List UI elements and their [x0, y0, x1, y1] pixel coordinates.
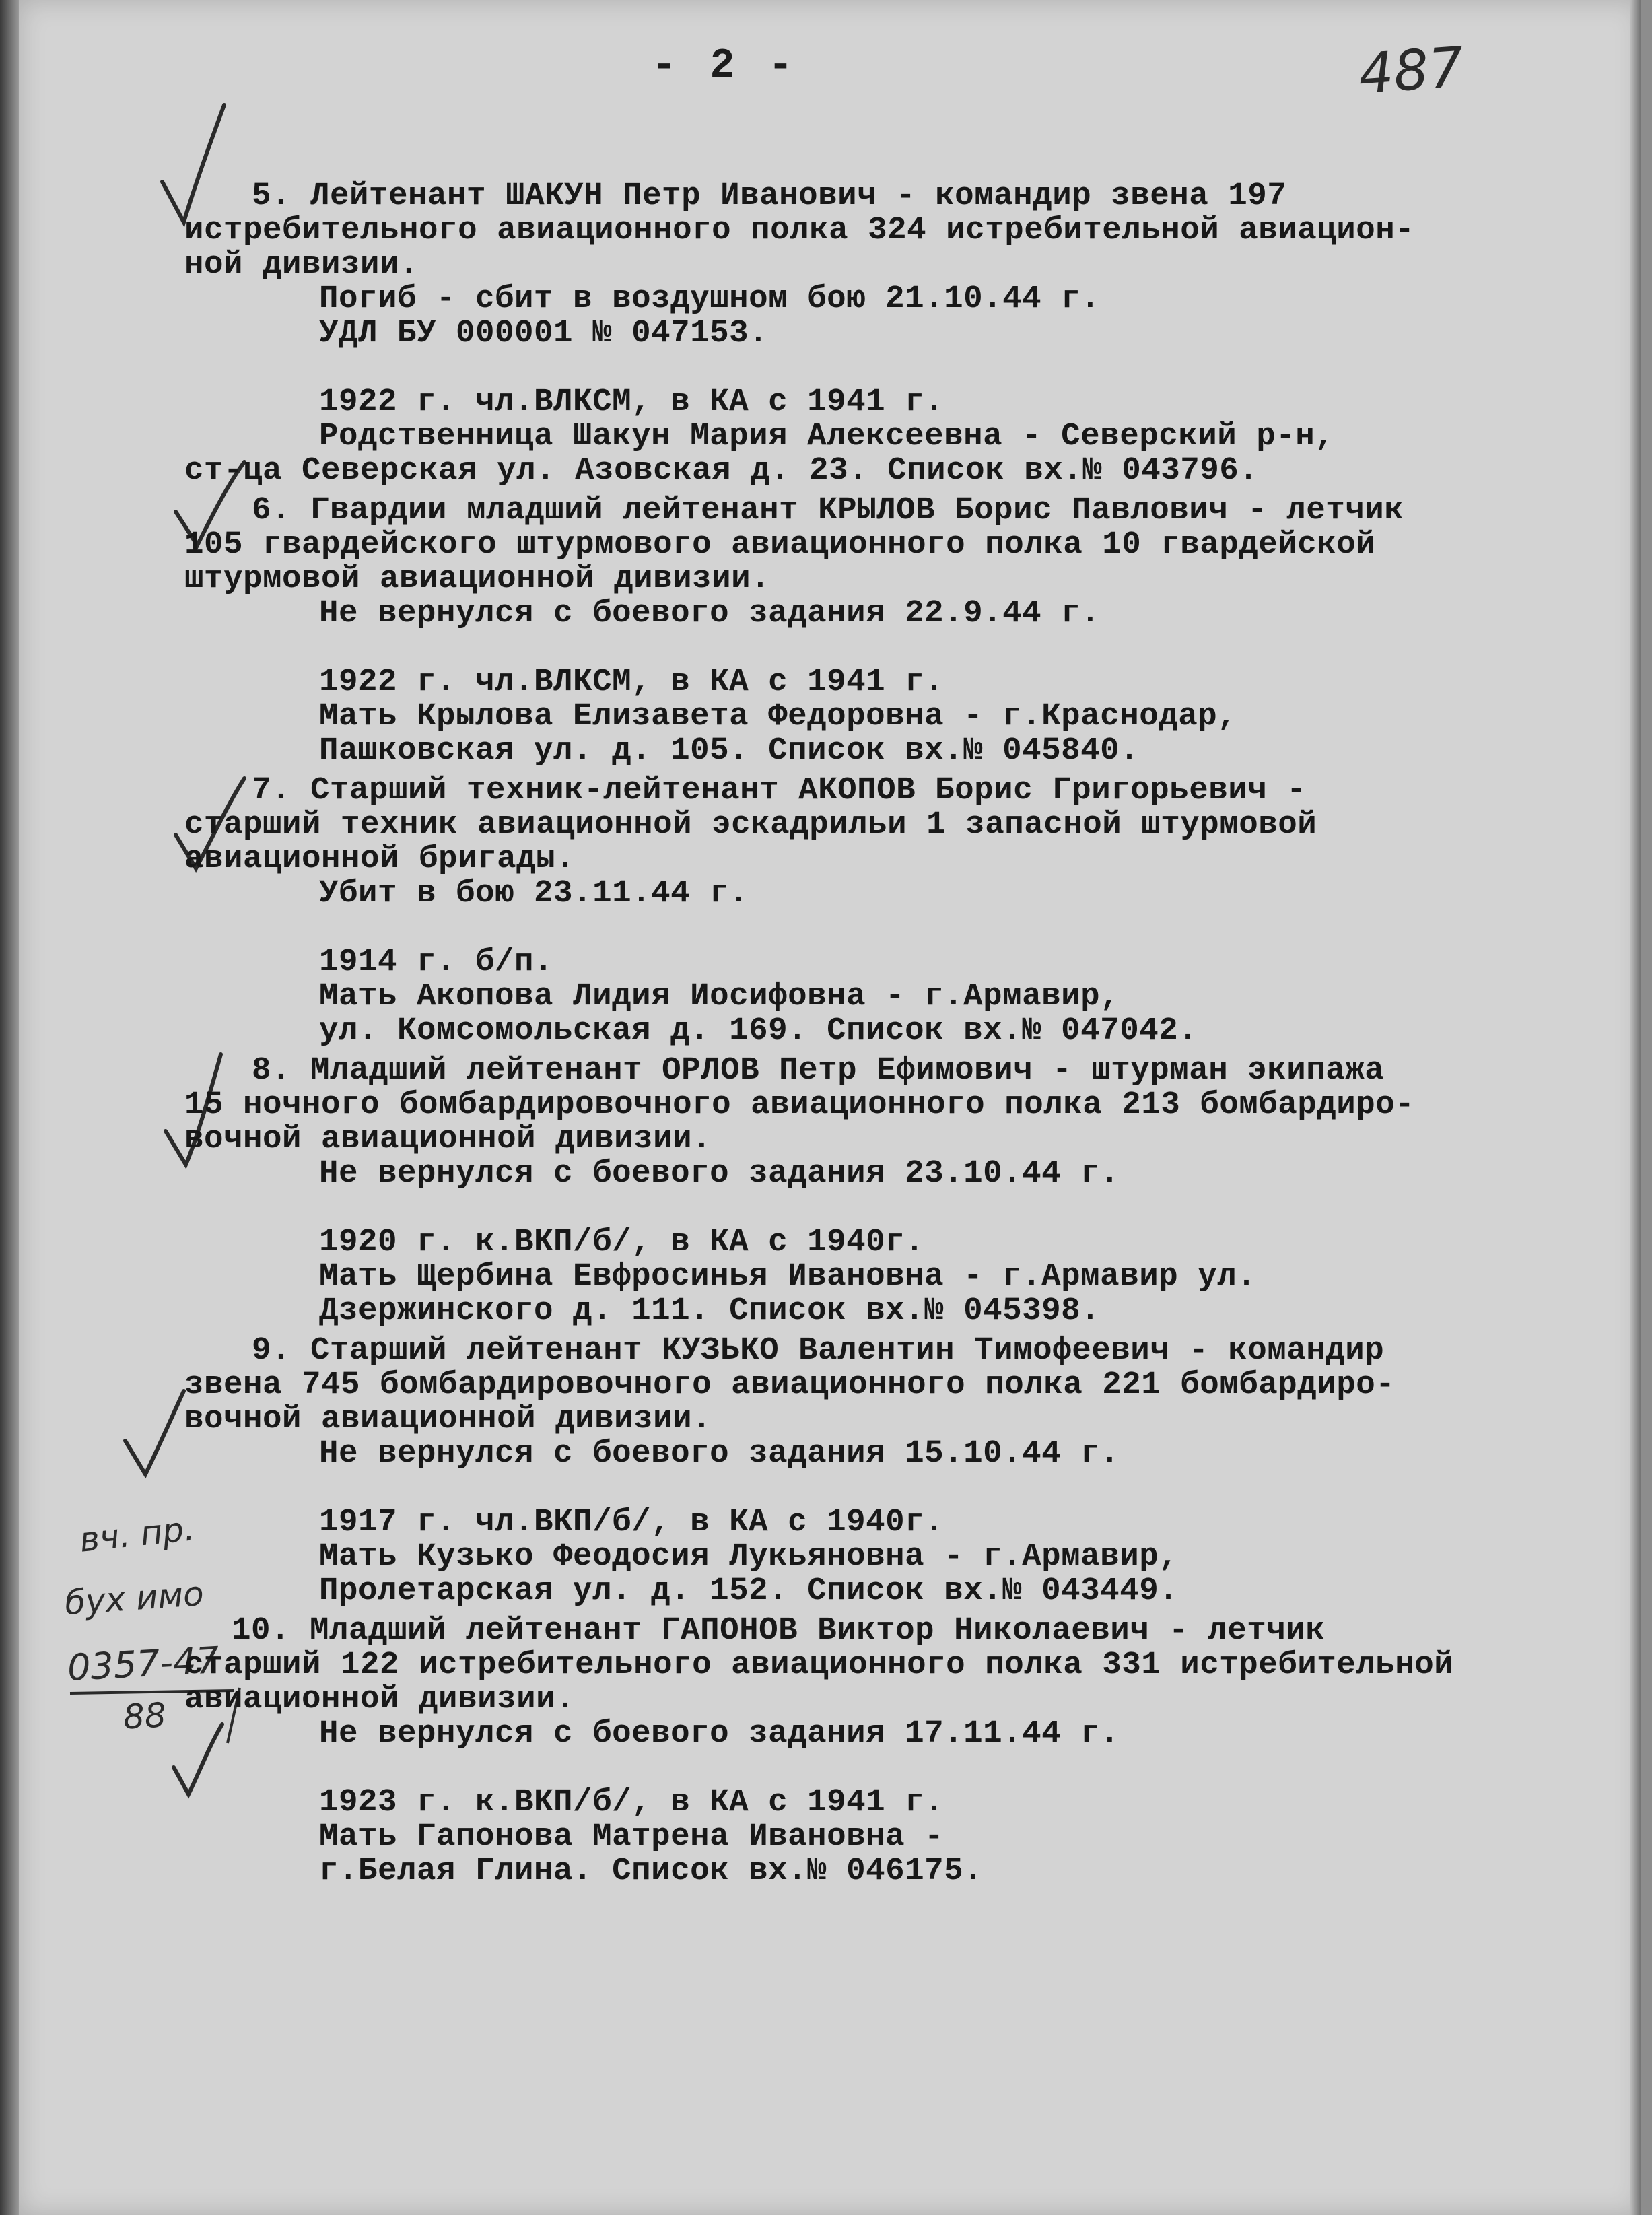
entry-line: 6. Гвардии младший лейтенант КРЫЛОВ Борис Павлович - летчик — [252, 492, 1404, 529]
entry-line: штурмовой авиационной дивизии. — [184, 561, 771, 597]
entry-5 — [184, 179, 1605, 488]
entry-line: вочной авиационной дивизии. — [184, 1121, 712, 1157]
entry-bio: Пролетарская ул. д. 152. Список вх.№ 043449. — [319, 1573, 1179, 1609]
entry-bio: Дзержинского д. 111. Список вх.№ 045398. — [319, 1293, 1101, 1329]
entry-line: 7. Старший техник-лейтенант АКОПОВ Борис Григорьевич - — [252, 772, 1307, 809]
entry-line: старший техник авиационной эскадрильи 1 запасной штурмовой — [184, 807, 1317, 843]
entry-fate: Не вернулся с боевого задания 23.10.44 г. — [319, 1155, 1120, 1192]
scan-left-edge — [0, 0, 19, 2215]
entry-fate: Не вернулся с боевого задания 15.10.44 г. — [319, 1435, 1120, 1472]
entry-bio: г.Белая Глина. Список вх.№ 046175. — [319, 1853, 984, 1889]
entry-line: 8. Младший лейтенант ОРЛОВ Петр Ефимович - штурман экипажа — [252, 1052, 1385, 1089]
entry-bio: Мать Кузько Феодосия Лукьяновна - г.Армавир, — [319, 1538, 1179, 1575]
entry-line: звена 745 бомбардировочного авиационного полка 221 бомбардиро- — [184, 1367, 1396, 1403]
entry-line: 10. Младший лейтенант ГАПОНОВ Виктор Николаевич - летчик — [232, 1612, 1326, 1649]
entry-bio: 1914 г. б/п. — [319, 944, 554, 980]
entry-bio: 1922 г. чл.ВЛКСМ, в КА с 1941 г. — [319, 664, 944, 700]
entry-bio: Мать Крылова Елизавета Федоровна - г.Краснодар, — [319, 698, 1237, 735]
check-mark-icon — [120, 1387, 194, 1481]
entry-bio: Мать Акопова Лидия Иосифовна - г.Армавир, — [319, 978, 1120, 1015]
entry-bio: 1923 г. к.ВКП/б/, в КА с 1941 г. — [319, 1784, 944, 1820]
entry-bio: ул. Комсомольская д. 169. Список вх.№ 047042. — [319, 1013, 1198, 1049]
entry-bio: 1920 г. к.ВКП/б/, в КА с 1940г. — [319, 1224, 925, 1260]
entry-line: 15 ночного бомбардировочного авиационного полка 213 бомбардиро- — [184, 1087, 1415, 1123]
entry-line: истребительного авиационного полка 324 истребительной авиацион- — [184, 212, 1415, 248]
entry-bio: Пашковская ул. д. 105. Список вх.№ 045840. — [319, 732, 1140, 769]
entry-line: ной дивизии. — [184, 246, 419, 283]
margin-note: вч. пр. — [77, 1509, 197, 1560]
entry-line: авиационной дивизии. — [184, 1681, 576, 1717]
entry-line: 9. Старший лейтенант КУЗЬКО Валентин Тимофеевич - командир — [252, 1332, 1385, 1369]
archive-stamp-number: 487 — [1356, 35, 1466, 107]
entry-6 — [184, 493, 1605, 768]
entry-fate: Убит в бою 23.11.44 г. — [319, 875, 749, 912]
margin-note: 0357-47 — [66, 1639, 221, 1689]
entry-line: авиационной бригады. — [184, 841, 576, 877]
document-page — [19, 0, 1641, 2215]
document-body — [184, 179, 1605, 1888]
entry-line: вочной авиационной дивизии. — [184, 1401, 712, 1437]
entry-9 — [184, 1334, 1605, 1608]
entry-line: старший 122 истребительного авиационного полка 331 истребительной — [184, 1647, 1454, 1683]
entry-bio: Родственница Шакун Мария Алексеевна - Северский р-н, — [319, 418, 1335, 454]
entry-bio: Мать Щербина Евфросинья Ивановна - г.Армавир ул. — [319, 1258, 1257, 1295]
entry-7 — [184, 774, 1605, 1048]
entry-line: 5. Лейтенант ШАКУН Петр Иванович - командир звена 197 — [252, 178, 1287, 214]
page-number: - 2 - — [652, 42, 798, 90]
entry-bio: ст-ца Северская ул. Азовская д. 23. Список вх.№ 043796. — [184, 452, 1259, 489]
entry-bio: Мать Гапонова Матрена Ивановна - — [319, 1818, 944, 1855]
entry-fate: Не вернулся с боевого задания 22.9.44 г. — [319, 595, 1101, 632]
entry-10 — [184, 1614, 1605, 1888]
entry-line: 105 гвардейского штурмового авиационного полка 10 гвардейской — [184, 526, 1376, 563]
entry-fate: Погиб - сбит в воздушном бою 21.10.44 г. — [319, 281, 1101, 317]
entry-bio: 1917 г. чл.ВКП/б/, в КА с 1940г. — [319, 1504, 944, 1540]
entry-fate: Не вернулся с боевого задания 17.11.44 г. — [319, 1715, 1120, 1752]
entry-8 — [184, 1054, 1605, 1328]
entry-bio: 1922 г. чл.ВЛКСМ, в КА с 1941 г. — [319, 384, 944, 420]
margin-note: 88 — [122, 1695, 168, 1737]
entry-fate: УДЛ БУ 000001 № 047153. — [319, 315, 769, 351]
margin-note: бух имо — [63, 1573, 205, 1623]
